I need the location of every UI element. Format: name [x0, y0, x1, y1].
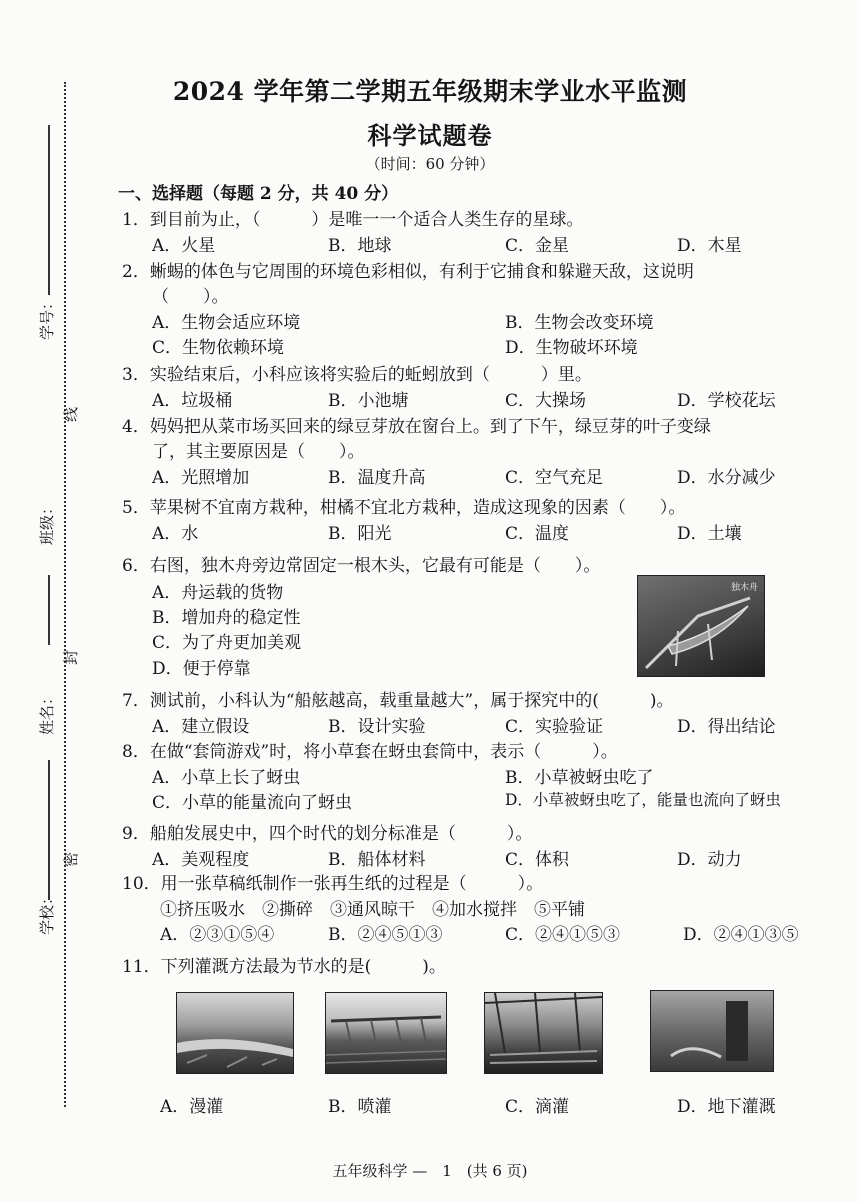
q1-option-d: D．木星 [677, 236, 742, 256]
q8-option-a: A．小草上长了蚜虫 [152, 768, 301, 788]
question-2: 2．蜥蜴的体色与它周围的环境色彩相似，有利于它捕食和躲避天敌，这说明 [122, 262, 694, 282]
class-label: 班级： [38, 499, 56, 545]
name-blank [48, 760, 50, 900]
drip-illustration [485, 993, 602, 1073]
q4-option-c: C．空气充足 [505, 468, 604, 488]
q10-option-b: B．②④⑤①③ [328, 925, 443, 945]
q2-option-a: A．生物会适应环境 [152, 313, 301, 333]
q10-option-a: A．②③①⑤④ [160, 925, 275, 945]
question-4: 4．妈妈把从菜市场买回来的绿豆芽放在窗台上。到了下午，绿豆芽的叶子变绿 [122, 417, 711, 437]
q11-option-c: C．滴灌 [505, 1097, 570, 1117]
exam-time: （时间：60 分钟） [365, 155, 495, 173]
q7-option-b: B．设计实验 [328, 717, 426, 737]
question-8: 8．在做“套筒游戏”时，将小草套在蚜虫套筒中，表示（ ）。 [122, 742, 618, 762]
q4-option-a: A．光照增加 [152, 468, 250, 488]
q1-option-a: A．火星 [152, 236, 216, 256]
q6-option-b: B．增加舟的稳定性 [152, 608, 301, 628]
q3-option-a: A．垃圾桶 [152, 391, 233, 411]
q5-option-d: D．土壤 [677, 524, 742, 544]
q11-option-b: B．喷灌 [328, 1097, 392, 1117]
q6-option-d: D．便于停靠 [152, 659, 251, 679]
q6-option-a: A．舟运载的货物 [152, 583, 284, 603]
q1-option-b: B．地球 [328, 236, 392, 256]
name-label: 姓名： [38, 689, 56, 735]
question-3: 3．实验结束后，小科应该将实验后的蚯蚓放到（ ）里。 [122, 365, 592, 385]
q7-option-a: A．建立假设 [152, 717, 250, 737]
q8-option-d: D．小草被蚜虫吃了，能量也流向了蚜虫 [505, 791, 781, 809]
q2-option-b: B．生物会改变环境 [505, 313, 654, 333]
q5-option-a: A．水 [152, 524, 199, 544]
question-6: 6．右图，独木舟旁边常固定一根木头，它最有可能是（ ）。 [122, 556, 601, 576]
q3-option-b: B．小池塘 [328, 391, 409, 411]
seal-dotted-line [64, 82, 66, 1107]
seal-char-line: 线 [62, 406, 80, 422]
q10-option-d: D．②④①③⑤ [683, 925, 799, 945]
q9-option-b: B．船体材料 [328, 850, 426, 870]
exam-subtitle: 科学试题卷 [367, 121, 493, 150]
q3-option-c: C．大操场 [505, 391, 587, 411]
school-label: 学校： [38, 889, 56, 935]
question-4-cont: 了，其主要原因是（ ）。 [152, 442, 365, 462]
q9-option-a: A．美观程度 [152, 850, 250, 870]
q9-option-c: C．体积 [505, 850, 570, 870]
question-2-cont: （ ）。 [152, 287, 229, 307]
q2-option-d: D．生物破坏环境 [505, 338, 638, 358]
subsurface-irrigation-photo [650, 990, 774, 1072]
q4-option-d: D．水分减少 [677, 468, 776, 488]
q5-option-c: C．温度 [505, 524, 570, 544]
seal-char-secret: 密 [62, 851, 80, 867]
question-10: 10．用一张草稿纸制作一张再生纸的过程是（ ）。 [122, 874, 544, 894]
question-5: 5．苹果树不宜南方栽种，柑橘不宜北方栽种，造成这现象的因素（ ）。 [122, 498, 686, 518]
question-7: 7．测试前，小科认为“船舷越高，载重量越大”，属于探究中的( )。 [122, 691, 674, 711]
page-footer: 五年级科学 — 1 (共 6 页) [332, 1162, 528, 1180]
q2-option-c: C．生物依赖环境 [152, 338, 285, 358]
q8-option-c: C．小草的能量流向了蚜虫 [152, 793, 353, 813]
sprinkler-irrigation-photo [325, 992, 447, 1074]
question-10-steps: ①挤压吸水 ②撕碎 ③通风晾干 ④加水搅拌 ⑤平铺 [160, 900, 585, 920]
sprinkler-illustration [326, 993, 446, 1073]
q8-option-b: B．小草被蚜虫吃了 [505, 768, 654, 788]
canoe-photo-label: 独木舟 [730, 583, 758, 593]
q11-option-a: A．漫灌 [160, 1097, 224, 1117]
question-9: 9．船舶发展史中，四个时代的划分标准是（ ）。 [122, 824, 533, 844]
q9-option-d: D．动力 [677, 850, 742, 870]
section-heading: 一、选择题（每题 2 分，共 40 分） [118, 184, 399, 204]
canoe-photo [637, 575, 765, 677]
q4-option-b: B．温度升高 [328, 468, 426, 488]
drip-irrigation-photo [484, 992, 603, 1074]
question-1: 1．到目前为止，（ ）是唯一一个适合人类生存的星球。 [122, 210, 584, 230]
seal-char-seal: 封 [62, 649, 80, 665]
flood-irrigation-illustration [177, 993, 293, 1073]
question-11: 11．下列灌溉方法最为节水的是( )。 [122, 957, 446, 977]
subsurface-illustration [651, 991, 773, 1071]
q5-option-b: B．阳光 [328, 524, 392, 544]
q11-option-d: D．地下灌溉 [677, 1097, 776, 1117]
q6-option-c: C．为了舟更加美观 [152, 633, 302, 653]
q3-option-d: D．学校花坛 [677, 391, 776, 411]
q7-option-c: C．实验验证 [505, 717, 604, 737]
exam-title: 2024 学年第二学期五年级期末学业水平监测 [172, 77, 688, 106]
class-blank [48, 575, 50, 645]
student-number-label: 学号： [38, 294, 56, 340]
flood-irrigation-photo [176, 992, 294, 1074]
q7-option-d: D．得出结论 [677, 717, 776, 737]
q10-option-c: C．②④①⑤③ [505, 925, 621, 945]
q1-option-c: C．金星 [505, 236, 570, 256]
